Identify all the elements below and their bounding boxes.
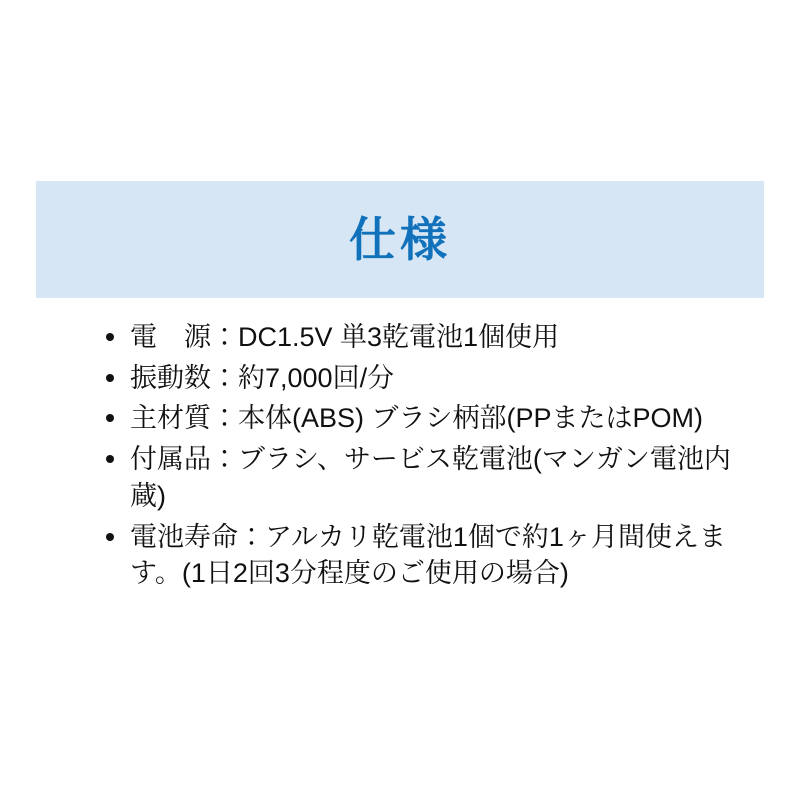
spec-row: [130, 441, 764, 514]
specifications-panel: [36, 181, 764, 596]
spec-row: [130, 319, 764, 356]
spec-separator: ：: [238, 521, 265, 552]
spec-value: DC1.5V 単3乾電池1個使用: [238, 322, 560, 352]
spec-label: 振動数: [130, 362, 211, 393]
spec-value: ブラシ、サービス乾電池(マンガン電池内蔵): [130, 444, 731, 511]
list-item: [102, 360, 764, 397]
list-item: [102, 441, 764, 514]
specifications-body: [36, 298, 764, 592]
spec-row: [130, 519, 764, 592]
spec-separator: ：: [211, 362, 238, 393]
spec-value: 本体(ABS) ブラシ柄部(PPまたはPOM): [238, 403, 704, 434]
list-item: [102, 519, 764, 592]
spec-separator: ：: [211, 444, 238, 475]
page-title: 仕様: [349, 213, 451, 266]
specifications-list: [36, 319, 764, 592]
spec-label: 主材質: [130, 403, 211, 434]
spec-row: [130, 400, 764, 437]
spec-row: [130, 360, 764, 397]
spec-value: アルカリ乾電池1個で約1ヶ月間使えます。(1日2回3分程度のご使用の場合): [130, 521, 726, 589]
spec-label: 付属品: [130, 444, 211, 475]
spec-separator: ：: [211, 403, 238, 434]
list-item: [102, 319, 764, 356]
list-item: [102, 400, 764, 437]
spec-separator: ：: [211, 322, 238, 352]
spec-value: 約7,000回/分: [238, 362, 395, 393]
spec-label: 電池寿命: [130, 521, 238, 552]
spec-label: 電 源: [130, 322, 211, 352]
specifications-header: [36, 181, 764, 298]
